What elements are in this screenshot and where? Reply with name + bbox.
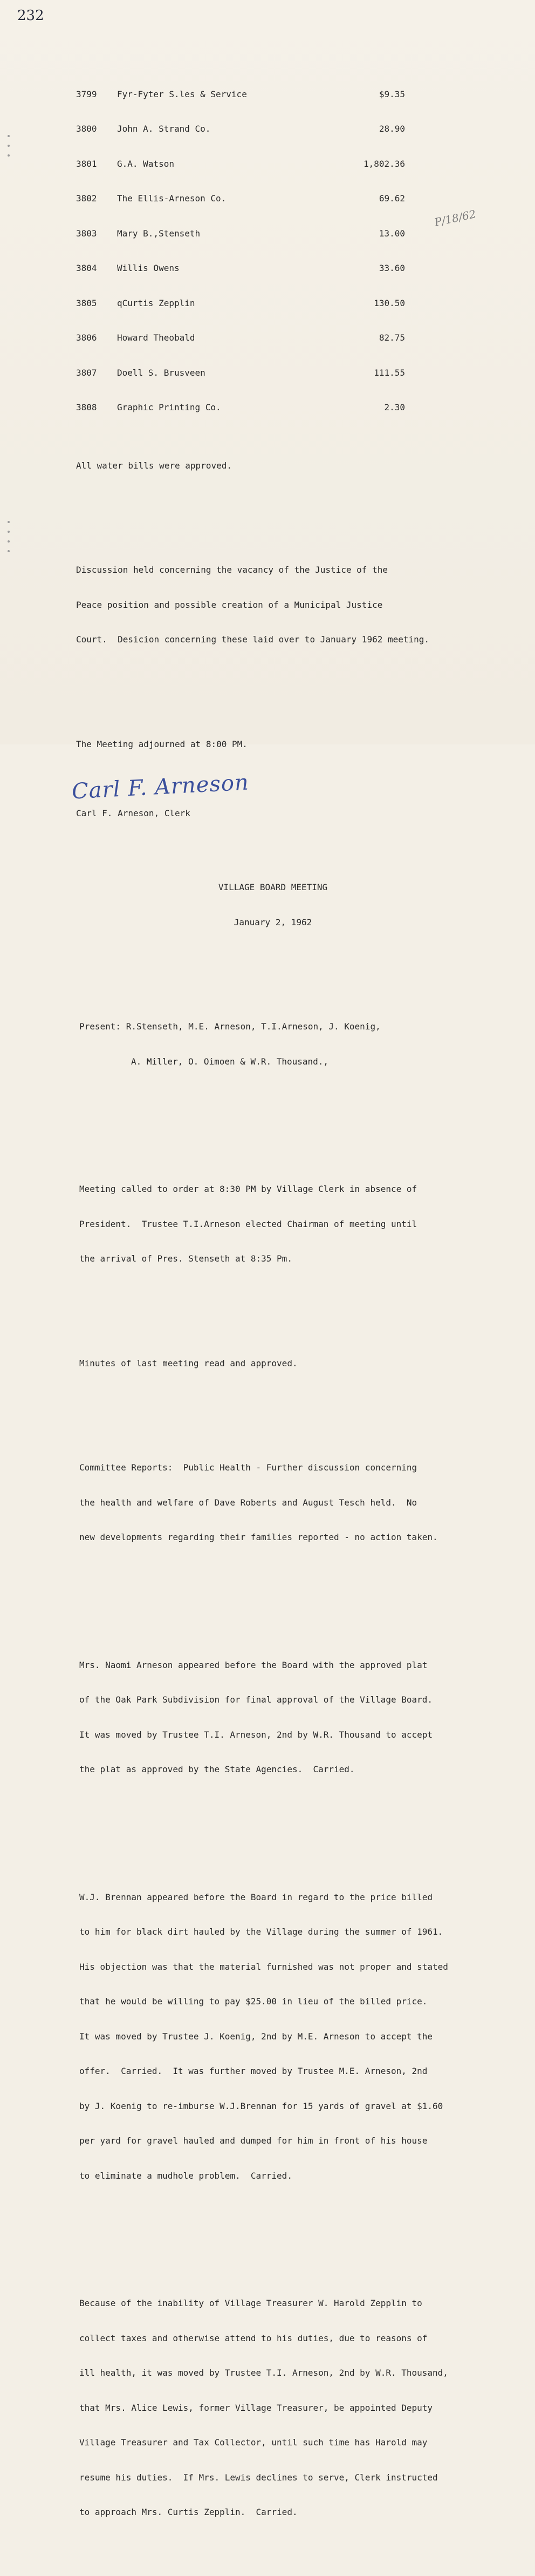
bill-amount: 130.50 xyxy=(374,297,405,308)
bill-amount: 82.75 xyxy=(379,333,405,343)
bill-number: 3799 xyxy=(76,89,97,99)
signature-block xyxy=(71,769,507,819)
bill-amount: 2.30 xyxy=(384,402,405,412)
text-line: the health and welfare of Dave Roberts and August Tesch held. No xyxy=(79,1497,417,1508)
text-line: A. Miller, O. Oimoen & W.R. Thousand., xyxy=(131,1056,329,1067)
text-line: Committee Reports: Public Health - Further discussion concerning xyxy=(79,1462,417,1473)
bill-payee: The Ellis-Arneson Co. xyxy=(117,193,227,204)
bill-number: 3802 xyxy=(76,193,97,204)
bill-number: 3804 xyxy=(76,263,97,273)
bill-payee: Willis Owens xyxy=(117,263,180,273)
water-bills-note: All water bills were approved. xyxy=(76,460,232,471)
bill-amount: $9.35 xyxy=(379,89,405,99)
bill-amount: 33.60 xyxy=(379,263,405,273)
document-body xyxy=(71,30,507,2576)
text-line: It was moved by Trustee T.I. Arneson, 2nd by W.R. Thousand to accept xyxy=(79,1729,433,1740)
bill-number: 3800 xyxy=(76,124,97,134)
minutes-approved: Minutes of last meeting read and approved. xyxy=(79,1358,298,1368)
text-line: Peace position and possible creation of a Municipal Justice xyxy=(76,599,383,610)
bill-payee: Graphic Printing Co. xyxy=(117,402,221,412)
bill-number: 3801 xyxy=(76,158,97,169)
bill-amount: 1,802.36 xyxy=(363,158,405,169)
text-line: Discussion held concerning the vacancy of the Justice of the xyxy=(76,565,388,575)
text-line: It was moved by Trustee J. Koenig, 2nd by M.E. Arneson to accept the xyxy=(79,2031,433,2042)
bill-amount: 28.90 xyxy=(379,124,405,134)
margin-marks-lower xyxy=(8,521,10,560)
bill-amount: 13.00 xyxy=(379,228,405,239)
clerk-name: Carl F. Arneson, Clerk xyxy=(76,808,190,818)
adjourned-line: The Meeting adjourned at 8:00 PM. xyxy=(76,738,248,749)
pencil-annotation: P/18/62 xyxy=(433,207,477,229)
margin-marks xyxy=(8,135,10,164)
text-line: of the Oak Park Subdivision for final approval of the Village Board. xyxy=(79,1694,433,1705)
text-line: that Mrs. Alice Lewis, former Village Treasurer, be appointed Deputy xyxy=(79,2402,433,2413)
bill-payee: qCurtis Zepplin xyxy=(117,297,195,308)
bills-list xyxy=(76,65,405,437)
text-line: that he would be willing to pay $25.00 in lieu of the billed price. xyxy=(79,1996,428,2006)
bill-row xyxy=(76,89,405,100)
bill-number: 3803 xyxy=(76,228,97,239)
bill-payee: Doell S. Brusveen xyxy=(117,367,205,378)
treasurer-paragraph xyxy=(76,2274,507,2541)
text-line: Meeting called to order at 8:30 PM by Village Clerk in absence of xyxy=(79,1184,417,1194)
text-line: by J. Koenig to re-imburse W.J.Brennan for 15 yards of gravel at $1.60 xyxy=(79,2100,443,2111)
text-line: to him for black dirt hauled by the Village during the summer of 1961. xyxy=(79,1927,443,1937)
text-line: W.J. Brennan appeared before the Board in regard to the price billed xyxy=(79,1892,433,1902)
text-line: Present: R.Stenseth, M.E. Arneson, T.I.Arneson, J. Koenig, xyxy=(79,1021,381,1032)
discussion-paragraph xyxy=(76,541,507,669)
bill-row xyxy=(76,297,405,309)
plat-paragraph xyxy=(76,1636,507,1799)
text-line: President. Trustee T.I.Arneson elected Chairman of meeting until xyxy=(79,1218,417,1229)
bill-amount: 111.55 xyxy=(374,367,405,378)
clerk-signature: Carl F. Arneson xyxy=(71,769,250,804)
text-line: His objection was that the material furnished was not proper and stated xyxy=(79,1961,448,1972)
bill-payee: John A. Strand Co. xyxy=(117,124,211,134)
bill-payee: Fyr-Fyter S.les & Service xyxy=(117,89,247,99)
bill-row xyxy=(76,228,405,240)
text-line: the arrival of Pres. Stenseth at 8:35 Pm. xyxy=(79,1253,292,1264)
meeting-title: VILLAGE BOARD MEETING xyxy=(218,882,328,892)
text-line: the plat as approved by the State Agencies. Carried. xyxy=(79,1764,355,1774)
bill-row xyxy=(76,123,405,135)
page-number: 232 xyxy=(17,8,44,24)
bill-amount: 69.62 xyxy=(379,193,405,204)
bill-number: 3805 xyxy=(76,297,97,308)
bill-payee: G.A. Watson xyxy=(117,158,174,169)
bill-row xyxy=(76,158,405,170)
meeting-date: January 2, 1962 xyxy=(234,917,312,927)
bill-payee: Mary B.,Stenseth xyxy=(117,228,201,239)
bill-row xyxy=(76,262,405,274)
bill-payee: Howard Theobald xyxy=(117,333,195,343)
bill-row xyxy=(76,332,405,344)
called-to-order-paragraph xyxy=(76,1160,507,1288)
brennan-paragraph xyxy=(76,1868,507,2205)
text-line: per yard for gravel hauled and dumped for him in front of his house xyxy=(79,2136,428,2146)
text-line: offer. Carried. It was further moved by Trustee M.E. Arneson, 2nd xyxy=(79,2066,428,2076)
text-line: ill health, it was moved by Trustee T.I. Arneson, 2nd by W.R. Thousand, xyxy=(79,2368,448,2378)
text-line: resume his duties. If Mrs. Lewis declines to serve, Clerk instructed xyxy=(79,2472,438,2483)
bill-number: 3808 xyxy=(76,402,97,412)
bill-number: 3806 xyxy=(76,333,97,343)
bill-row xyxy=(76,193,405,205)
text-line: collect taxes and otherwise attend to his duties, due to reasons of xyxy=(79,2333,428,2343)
text-line: Court. Desicion concerning these laid over to January 1962 meeting. xyxy=(76,634,430,645)
text-line: Because of the inability of Village Treasurer W. Harold Zepplin to xyxy=(79,2298,422,2308)
bill-number: 3807 xyxy=(76,367,97,378)
text-line: to approach Mrs. Curtis Zepplin. Carried. xyxy=(79,2507,298,2517)
text-line: Mrs. Naomi Arneson appeared before the Board with the approved plat xyxy=(79,1659,428,1670)
present-paragraph xyxy=(76,998,507,1090)
text-line: to eliminate a mudhole problem. Carried. xyxy=(79,2170,292,2181)
text-line: new developments regarding their families reported - no action taken. xyxy=(79,1532,438,1542)
bill-row xyxy=(76,367,405,379)
bill-row xyxy=(76,402,405,413)
text-line: Village Treasurer and Tax Collector, until such time has Harold may xyxy=(79,2437,428,2448)
committee-reports-paragraph xyxy=(76,1439,507,1567)
